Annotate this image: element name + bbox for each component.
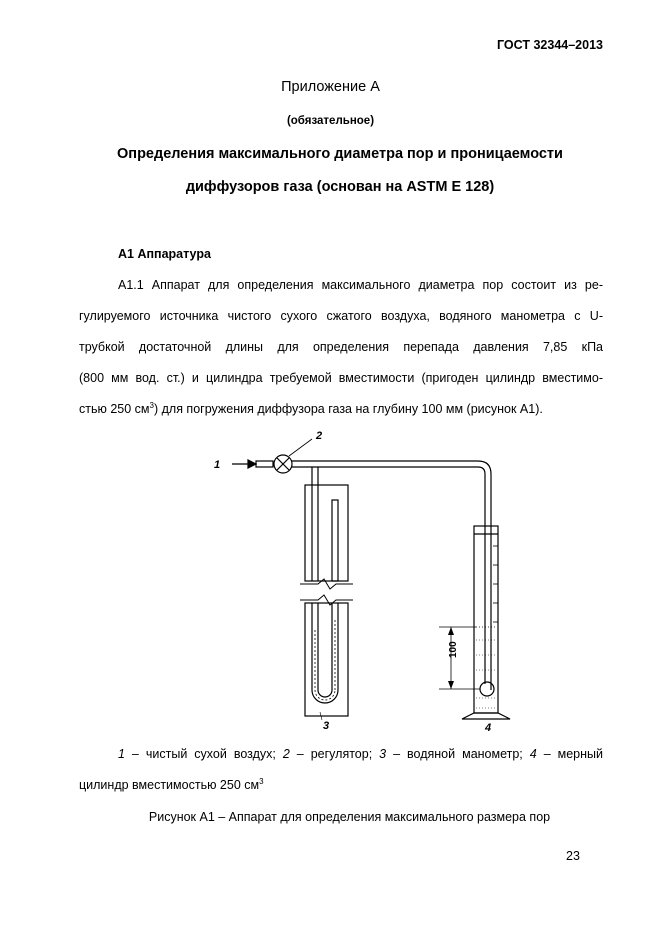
figure-legend-line2: цилиндр вместимостью 250 $см^3$ bbox=[79, 776, 264, 792]
inlet-pipe bbox=[256, 461, 273, 467]
label-4: 4 bbox=[485, 722, 492, 734]
page-number: 23 bbox=[566, 849, 580, 863]
graduated-cylinder bbox=[474, 526, 498, 713]
cylinder-base bbox=[462, 713, 510, 719]
figure-caption: Рисунок А1 – Аппарат для определения максимального размера пор bbox=[148, 810, 551, 824]
dimension-label: 100 bbox=[448, 641, 459, 658]
paragraph-line: (800 мм вод. ст.) и цилиндра требуемой вместимости (пригоден цилиндр вместимо- bbox=[79, 371, 603, 385]
gas-diffuser bbox=[480, 682, 494, 696]
paragraph-line: гулируемого источника чистого сухого сжатого воздуха, водяного манометра с U- bbox=[79, 309, 603, 323]
paragraph-line: А1.1 Аппарат для определения максимального диаметра пор состоит из ре- bbox=[118, 278, 603, 292]
label-2: 2 bbox=[316, 430, 323, 442]
label-3: 3 bbox=[323, 720, 330, 732]
appendix-heading-line1: Определения максимального диаметра пор и проницаемости bbox=[117, 146, 563, 162]
appendix-heading-line2: диффузоров газа (основан на ASTM Е 128) bbox=[185, 179, 495, 195]
appendix-status: (обязательное) bbox=[286, 115, 375, 127]
inlet-arrowhead bbox=[248, 460, 256, 468]
appendix-title: Приложение А bbox=[281, 79, 380, 95]
paragraph-line: стью 250 $см^3$) для погружения диффузора газа на глубину 100 мм (рисунок А1). bbox=[79, 400, 543, 416]
u-tube bbox=[312, 603, 338, 703]
label-1: 1 bbox=[214, 459, 221, 471]
manometer-right-tube bbox=[332, 500, 338, 581]
section-title: А1 Аппаратура bbox=[118, 247, 211, 261]
standard-number: ГОСТ 32344–2013 bbox=[497, 38, 603, 52]
figure-legend-line1: 1 – чистый сухой воздух; 2 – регулятор; 3 – водяной манометр; 4 – мерный bbox=[118, 747, 604, 761]
apparatus-figure bbox=[200, 425, 530, 735]
paragraph-line: трубкой достаточной длины для определения перепада давления 7,85 кПа bbox=[79, 340, 603, 354]
